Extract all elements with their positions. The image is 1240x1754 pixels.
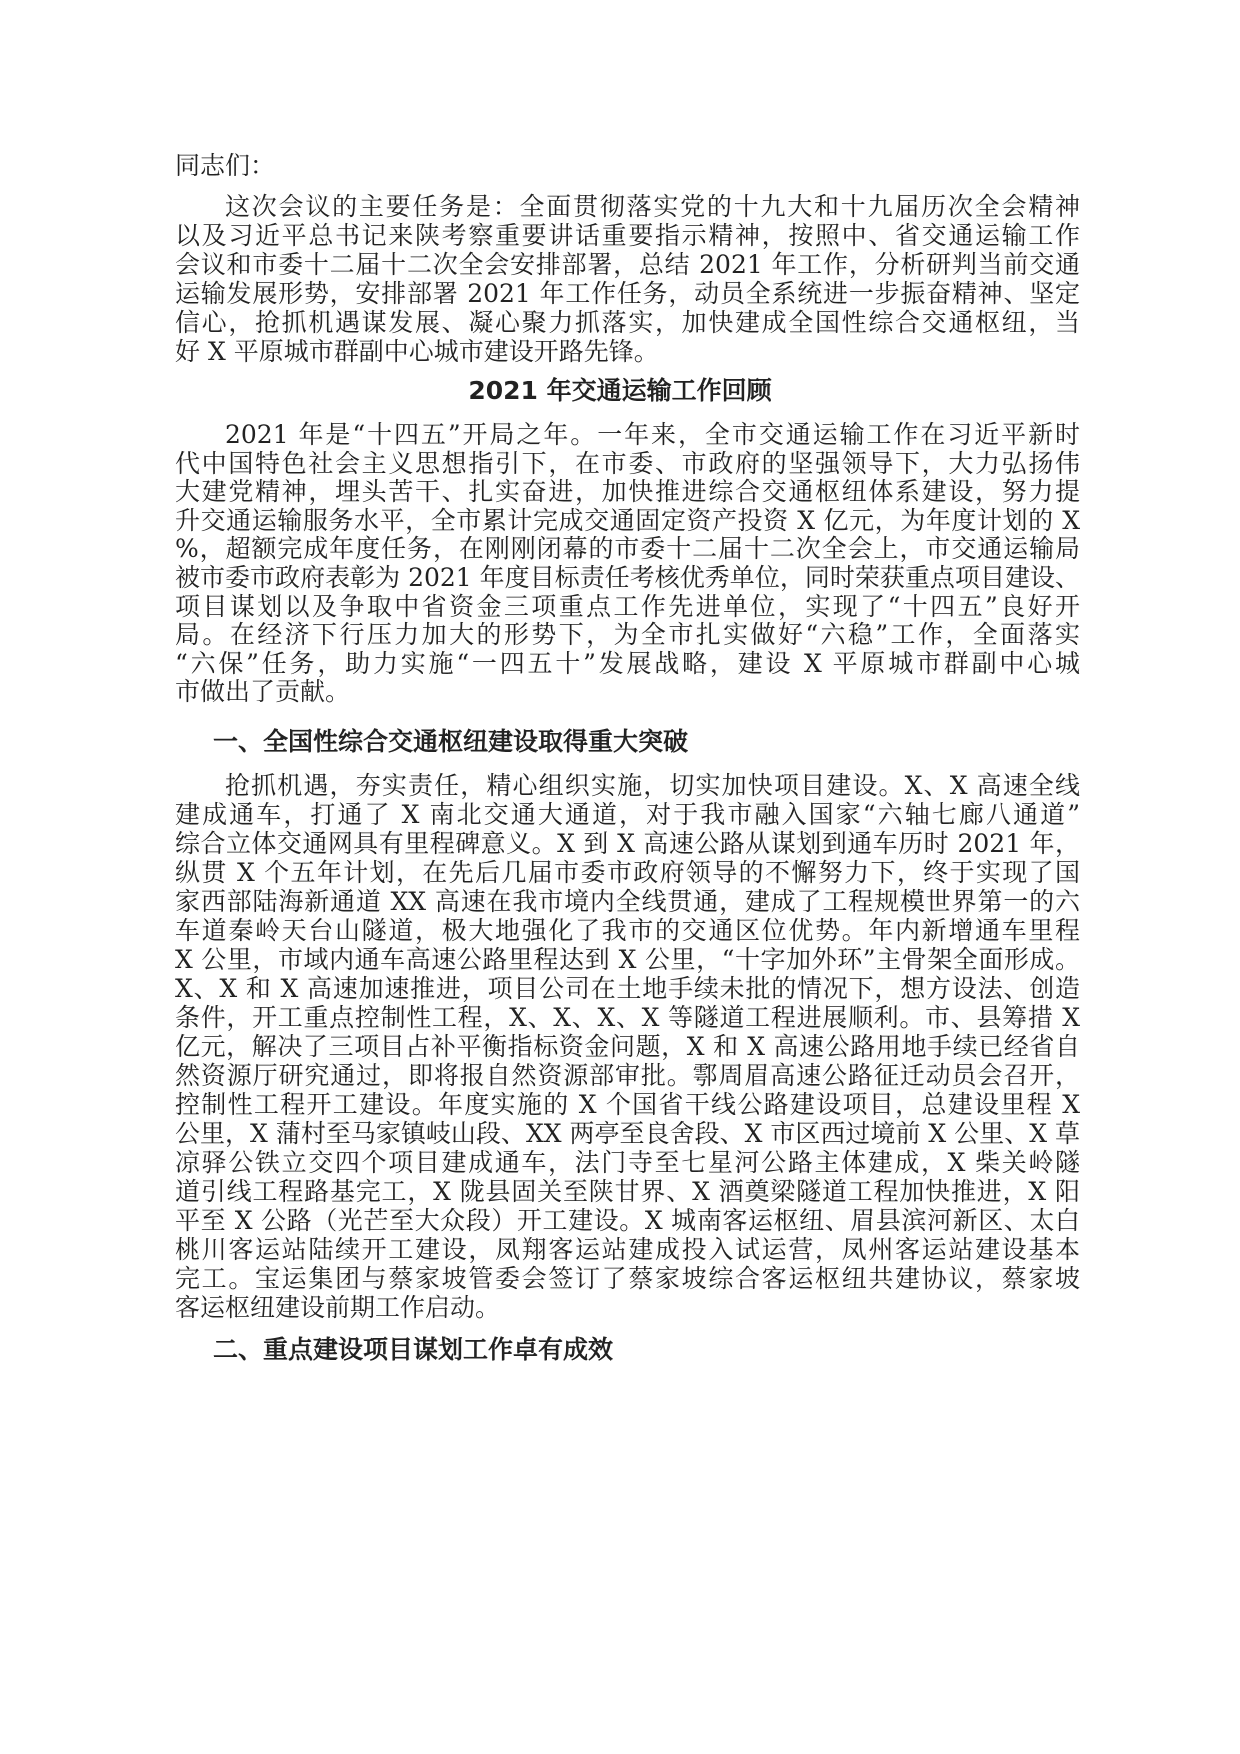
text-line: 综合立体交通网具有里程碑意义。X 到 X 高速公路从谋划到通车历时 2021 年，: [175, 829, 1080, 858]
text-line: 被市委市政府表彰为 2021 年度目标责任考核优秀单位，同时荣获重点项目建设、: [175, 562, 1080, 592]
text-line: 控制性工程开工建设。年度实施的 X 个国省干线公路建设项目，总建设里程 X: [175, 1090, 1080, 1119]
text-line: 局。在经济下行压力加大的形势下，为全市扎实做好“六稳”工作，全面落实: [175, 620, 1080, 650]
text-line: 市做出了贡献。: [175, 677, 351, 707]
part1-paragraph: [175, 771, 1080, 1322]
text-line: 道引线工程路基完工，X 陇县固关至陕甘界、X 酒奠梁隧道工程加快推进，X 阳: [175, 1177, 1080, 1206]
text-line: 亿元，解决了三项目占补平衡指标资金问题，X 和 X 高速公路用地手续已经省自: [175, 1032, 1080, 1061]
salutation: [175, 146, 1080, 180]
section-title: 2021 年交通运输工作回顾: [468, 376, 772, 405]
text-line: 然资源厅研究通过，即将报自然资源部审批。鄠周眉高速公路征迁动员会召开，: [175, 1061, 1080, 1090]
text-line: 这次会议的主要任务是：全面贯彻落实党的十九大和十九届历次全会精神: [225, 192, 1080, 221]
text-line: 会议和市委十二届十二次全会安排部署，总结 2021 年工作，分析研判当前交通: [175, 250, 1080, 279]
text-line: 好 X 平原城市群副中心城市建设开路先锋。: [175, 337, 659, 366]
text-line: 以及习近平总书记来陕考察重要讲话重要指示精神，按照中、省交通运输工作: [175, 221, 1080, 250]
text-line: %，超额完成年度任务，在刚刚闭幕的市委十二届十二次全会上，市交通运输局: [175, 534, 1080, 564]
salutation-text: 同志们：: [175, 151, 276, 180]
text-line: “六保”任务，助力实施“一四五十”发展战略，建设 X 平原城市群副中心城: [175, 648, 1080, 678]
text-line: 家西部陆海新通道 XX 高速在我市境内全线贯通，建成了工程规模世界第一的六: [175, 887, 1080, 916]
text-line: 平至 X 公路（光芒至大众段）开工建设。X 城南客运枢纽、眉县滨河新区、太白: [175, 1206, 1080, 1235]
text-line: 信心，抢抓机遇谋发展、凝心聚力抓落实，加快建成全国性综合交通枢纽，当: [175, 308, 1080, 337]
text-line: 建成通车，打通了 X 南北交通大通道，对于我市融入国家“六轴七廊八通道”: [175, 800, 1080, 829]
text-line: 抢抓机遇，夯实责任，精心组织实施，切实加快项目建设。X、X 高速全线: [225, 771, 1080, 800]
text-line: 车道秦岭天台山隧道，极大地强化了我市的交通区位优势。年内新增通车里程: [175, 916, 1080, 945]
text-line: 凉驿公铁立交四个项目建成通车，法门寺至七星河公路主体建成，X 柴关岭隧: [175, 1148, 1080, 1177]
text-line: 纵贯 X 个五年计划，在先后几届市委市政府领导的不懈努力下，终于实现了国: [175, 858, 1080, 887]
review-paragraph: [175, 421, 1080, 707]
text-line: 客运枢纽建设前期工作启动。: [175, 1293, 501, 1322]
text-line: 项目谋划以及争取中省资金三项重点工作先进单位，实现了“十四五”良好开: [175, 591, 1080, 621]
text-line: 条件，开工重点控制性工程，X、X、X、X 等隧道工程进展顺利。市、县筹措 X: [175, 1003, 1080, 1032]
heading-1: 一、全国性综合交通枢纽建设取得重大突破: [213, 727, 689, 756]
text-line: 桃川客运站陆续开工建设，凤翔客运站建成投入试运营，凤州客运站建设基本: [175, 1235, 1080, 1264]
intro-paragraph: [175, 192, 1080, 366]
heading-2: 二、重点建设项目谋划工作卓有成效: [213, 1335, 614, 1364]
text-line: 升交通运输服务水平，全市累计完成交通固定资产投资 X 亿元，为年度计划的 X: [175, 505, 1080, 535]
text-line: 2021 年是“十四五”开局之年。一年来，全市交通运输工作在习近平新时: [225, 420, 1080, 449]
text-line: X 公里，市域内通车高速公路里程达到 X 公里，“十字加外环”主骨架全面形成。: [175, 945, 1080, 974]
text-line: 大建党精神，埋头苦干、扎实奋进，加快推进综合交通枢纽体系建设，努力提: [175, 477, 1080, 507]
text-line: 完工。宝运集团与蔡家坡管委会签订了蔡家坡综合客运枢纽共建协议，蔡家坡: [175, 1264, 1080, 1293]
text-line: X、X 和 X 高速加速推进，项目公司在土地手续未批的情况下，想方设法、创造: [175, 974, 1080, 1003]
text-line: 公里，X 蒲村至马家镇岐山段、XX 两亭至良舍段、X 市区西过境前 X 公里、X 草: [175, 1119, 1080, 1148]
text-line: 运输发展形势，安排部署 2021 年工作任务，动员全系统进一步振奋精神、坚定: [175, 279, 1080, 308]
text-line: 代中国特色社会主义思想指引下，在市委、市政府的坚强领导下，大力弘扬伟: [175, 448, 1080, 478]
